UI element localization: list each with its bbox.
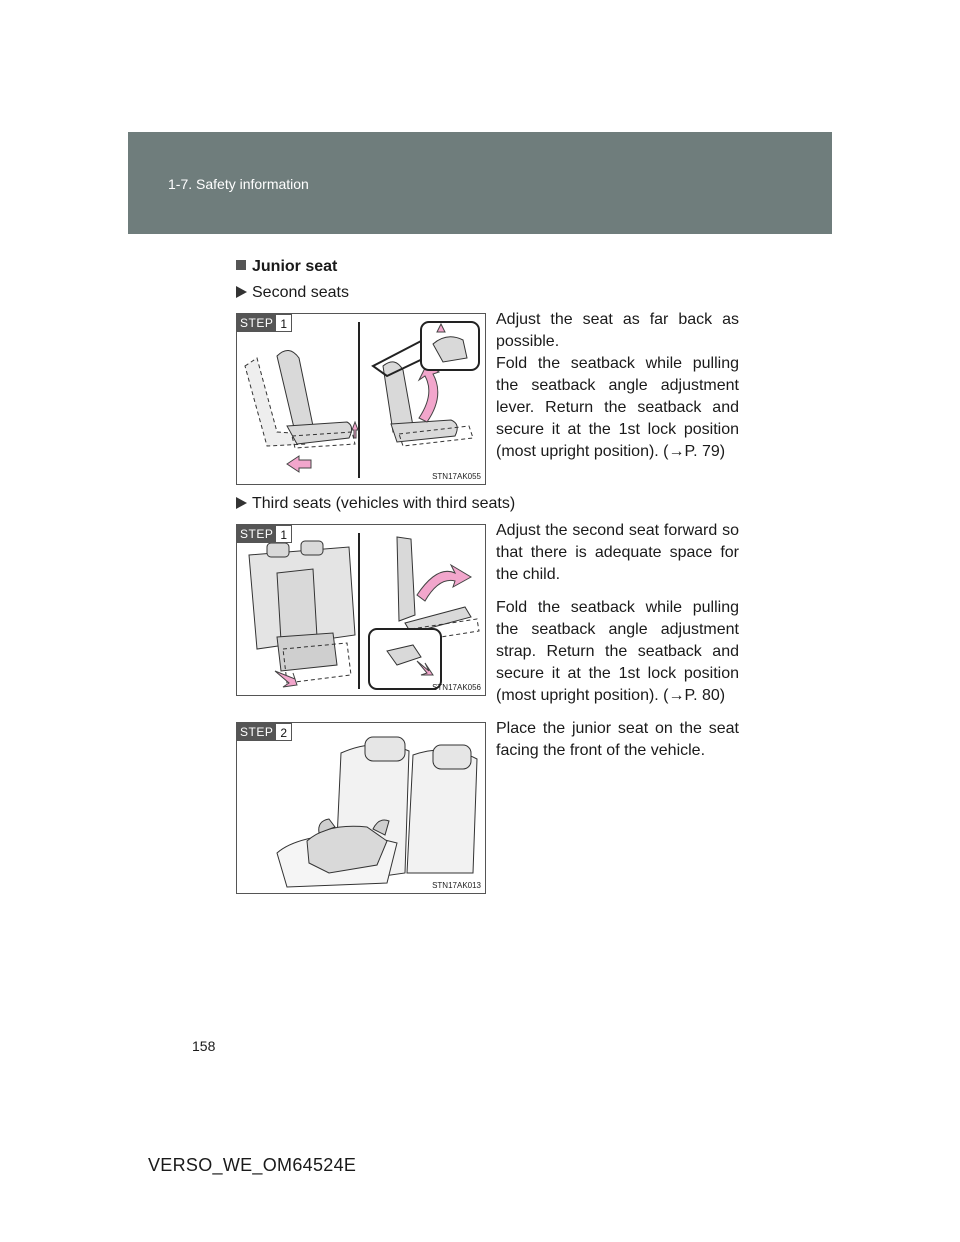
figure-code: STN17AK013 bbox=[432, 881, 481, 890]
third-seat-illustration bbox=[237, 525, 485, 695]
section-heading: Junior seat bbox=[236, 258, 337, 276]
figure-step2-junior-seat bbox=[236, 722, 486, 894]
triangle-bullet-icon bbox=[236, 286, 247, 298]
figure-step1-third-seats bbox=[236, 524, 486, 696]
step-text: Fold the seatback while pulling the seatback angle adjustment strap. Return the seatback and secure it at the 1st lock position (most upright position). (→P. 80) bbox=[496, 599, 739, 704]
figure-code: STN17AK056 bbox=[432, 683, 481, 692]
step-badge: STEP 1 bbox=[237, 525, 292, 543]
step-text: Fold the seatback while pulling the seatback angle adjustment lever. Return the seatback and secure it at the 1st lock position (most upright position). (→P. 79) bbox=[496, 355, 739, 460]
step-text: Adjust the seat as far back as possible. bbox=[496, 311, 739, 350]
seat-adjust-illustration bbox=[237, 314, 485, 484]
junior-seat-illustration bbox=[237, 723, 485, 893]
step-badge: STEP 2 bbox=[237, 723, 292, 741]
section-header bbox=[128, 132, 832, 234]
step-text: Adjust the second seat forward so that there is adequate space for the child. bbox=[496, 522, 739, 583]
square-bullet-icon bbox=[236, 260, 246, 270]
step-text: Place the junior seat on the seat facing the front of the vehicle. bbox=[496, 720, 739, 759]
figure-step1-second-seats bbox=[236, 313, 486, 485]
triangle-bullet-icon bbox=[236, 497, 247, 509]
section-title: 1-7. Safety information bbox=[168, 176, 309, 192]
step-badge: STEP 1 bbox=[237, 314, 292, 332]
subsection-title-second-seats: Second seats bbox=[236, 284, 349, 302]
subsection-title-third-seats: Third seats (vehicles with third seats) bbox=[236, 495, 515, 513]
page-number: 158 bbox=[192, 1038, 216, 1054]
footer-code: VERSO_WE_OM64524E bbox=[148, 1155, 357, 1175]
figure-code: STN17AK055 bbox=[432, 472, 481, 481]
